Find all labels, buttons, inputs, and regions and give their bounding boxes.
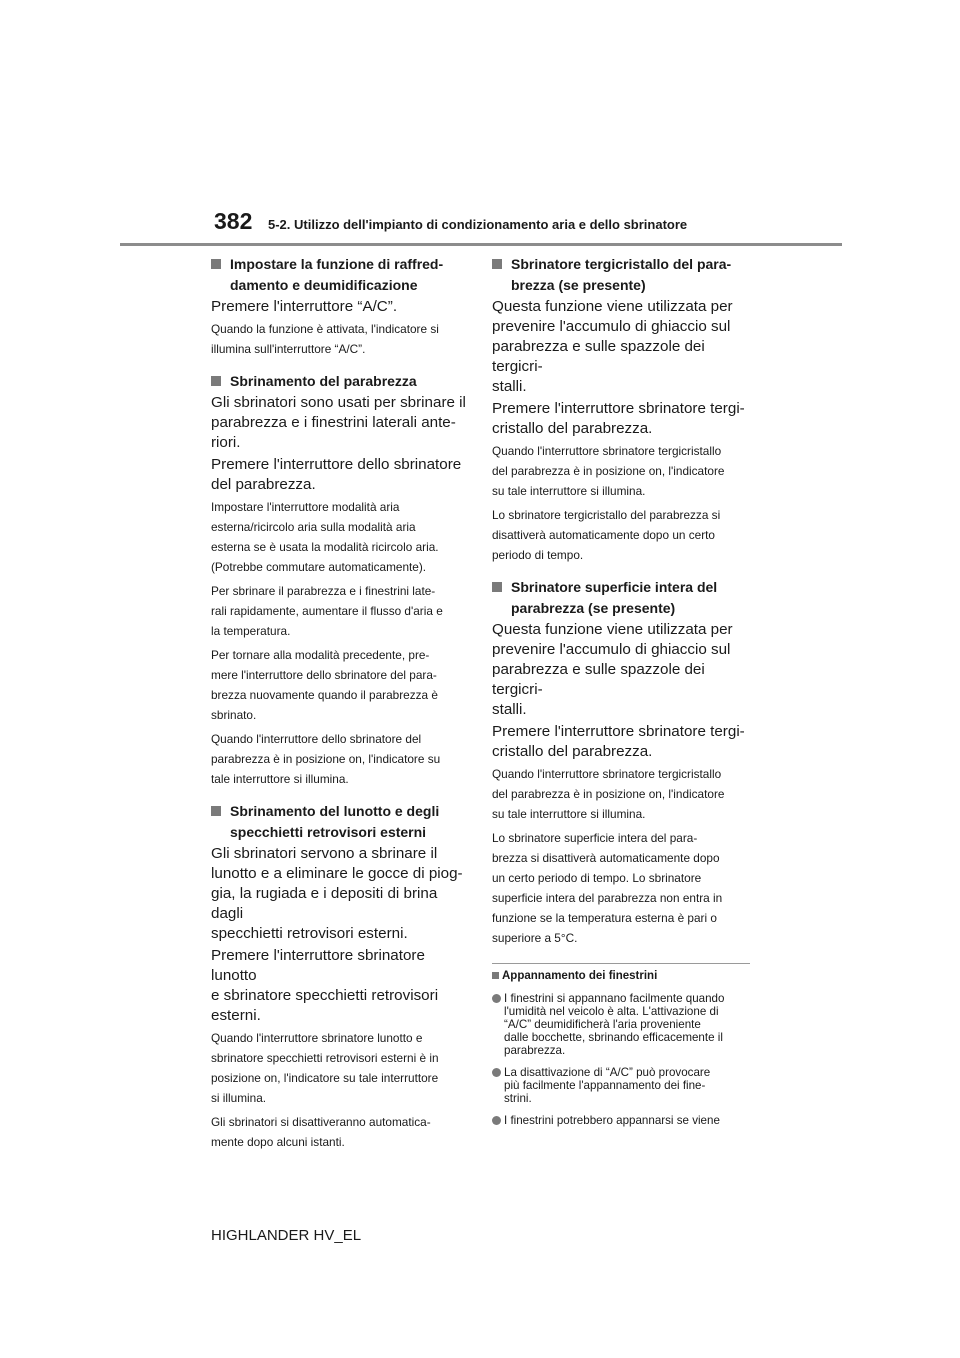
note-paragraph xyxy=(492,505,750,565)
section-heading xyxy=(211,254,469,296)
text-line: Sbrinatore tergicristallo del para- xyxy=(511,256,732,272)
text-line: Questa funzione viene utilizzata per xyxy=(492,621,733,638)
text-line: tale interruttore si illumina. xyxy=(211,772,349,786)
text-line: dalle bocchette, sbrinando efficacemente il xyxy=(504,1031,723,1044)
body-paragraph xyxy=(211,393,469,453)
text-line: Sbrinatore superficie intera del xyxy=(511,579,718,595)
section-gap xyxy=(211,363,469,371)
text-line: Questa funzione viene utilizzata per xyxy=(492,298,733,315)
header-rule xyxy=(120,243,842,246)
text-line: parabrezza. xyxy=(504,1044,566,1057)
text-line: Impostare l'interruttore modalità aria xyxy=(211,500,400,514)
text-line: Per sbrinare il parabrezza e i finestrini late- xyxy=(211,584,436,598)
section-gap xyxy=(211,793,469,801)
text-line: Premere l'interruttore sbrinatore tergi- xyxy=(492,400,745,417)
text-line: posizione on, l'indicatore su tale interruttore xyxy=(211,1071,439,1085)
section-heading xyxy=(211,371,469,392)
text-line: esterna se è usata la modalità ricircolo aria. xyxy=(211,540,439,554)
text-line: parabrezza e sulle spazzole dei tergicri- xyxy=(492,338,705,375)
text-line: parabrezza (se presente) xyxy=(511,600,676,616)
text-line: cristallo del parabrezza. xyxy=(492,743,653,760)
text-line: Quando l'interruttore dello sbrinatore del xyxy=(211,732,422,746)
note-paragraph xyxy=(211,729,469,789)
info-bullet xyxy=(492,1114,750,1127)
text-line: Premere l'interruttore sbrinatore tergi- xyxy=(492,723,745,740)
round-bullet-icon xyxy=(492,1068,501,1077)
left-column xyxy=(211,254,469,1156)
body-paragraph xyxy=(492,297,750,397)
body-paragraph xyxy=(492,620,750,720)
body-paragraph xyxy=(492,399,750,439)
text-line: (Potrebbe commutare automaticamente). xyxy=(211,560,427,574)
body-paragraph xyxy=(211,946,469,1026)
note-paragraph xyxy=(211,497,469,577)
text-line: prevenire l'accumulo di ghiaccio sul xyxy=(492,318,731,335)
text-line: Gli sbrinatori si disattiveranno automatica- xyxy=(211,1115,431,1129)
body-paragraph xyxy=(211,455,469,495)
text-line: illumina sull'interruttore “A/C”. xyxy=(211,342,366,356)
info-bullet xyxy=(492,1066,750,1105)
text-line: del parabrezza è in posizione on, l'indicatore xyxy=(492,787,725,801)
text-line: cristallo del parabrezza. xyxy=(492,420,653,437)
info-heading-text: Appannamento dei finestrini xyxy=(502,970,658,982)
text-line: Quando la funzione è attivata, l'indicatore si xyxy=(211,322,439,336)
text-line: disattiverà automaticamente dopo un certo xyxy=(492,528,715,542)
text-line: Sbrinamento del parabrezza xyxy=(230,373,417,389)
note-paragraph xyxy=(211,1028,469,1108)
text-line: Premere l'interruttore sbrinatore lunotto xyxy=(211,947,425,984)
section-heading-text xyxy=(511,256,731,293)
text-line: esterna/ricircolo aria sulla modalità aria xyxy=(211,520,416,534)
text-line: funzione se la temperatura esterna è pari o xyxy=(492,911,717,925)
text-line: esterni. xyxy=(211,1007,261,1024)
text-line: brezza nuovamente quando il parabrezza è xyxy=(211,688,438,702)
square-bullet-icon xyxy=(492,582,502,592)
text-line: e sbrinatore specchietti retrovisori xyxy=(211,987,439,1004)
text-line: specchietti retrovisori esterni. xyxy=(211,925,408,942)
text-line: Quando l'interruttore sbrinatore tergicristallo xyxy=(492,444,722,458)
section-heading xyxy=(492,254,750,296)
text-line: Quando l'interruttore sbrinatore lunotto e xyxy=(211,1031,423,1045)
text-line: la temperatura. xyxy=(211,624,291,638)
text-line: Lo sbrinatore superficie intera del para- xyxy=(492,831,698,845)
section-heading xyxy=(492,577,750,619)
note-paragraph xyxy=(492,828,750,948)
text-line: parabrezza e i finestrini laterali ante- xyxy=(211,414,456,431)
text-line: damento e deumidificazione xyxy=(230,277,418,293)
section-heading-text xyxy=(230,803,439,840)
text-line: del parabrezza è in posizione on, l'indicatore xyxy=(492,464,725,478)
text-line: gia, la rugiada e i depositi di brina dagli xyxy=(211,885,438,922)
body-paragraph xyxy=(492,722,750,762)
note-paragraph xyxy=(492,764,750,824)
text-line: superiore a 5°C. xyxy=(492,931,578,945)
square-bullet-icon xyxy=(492,972,499,979)
info-rule xyxy=(492,963,750,964)
section-gap xyxy=(492,569,750,577)
text-line: sbrinato. xyxy=(211,708,257,722)
right-column xyxy=(492,254,750,1127)
info-bullet-text xyxy=(504,1066,710,1105)
body-paragraph xyxy=(211,297,469,317)
footer-model: HIGHLANDER HV_EL xyxy=(211,1227,362,1244)
info-bullet xyxy=(492,992,750,1057)
square-bullet-icon xyxy=(492,259,502,269)
text-line: periodo di tempo. xyxy=(492,548,584,562)
text-line: lunotto e a eliminare le gocce di piog- xyxy=(211,865,463,882)
info-bullet-text xyxy=(504,992,724,1057)
text-line: Per tornare alla modalità precedente, pre- xyxy=(211,648,430,662)
text-line: Quando l'interruttore sbrinatore tergicristallo xyxy=(492,767,722,781)
text-line: rali rapidamente, aumentare il flusso d'aria e xyxy=(211,604,443,618)
text-line: superficie intera del parabrezza non entra in xyxy=(492,891,723,905)
text-line: su tale interruttore si illumina. xyxy=(492,484,646,498)
text-line: mente dopo alcuni istanti. xyxy=(211,1135,345,1149)
info-heading xyxy=(492,969,750,983)
text-line: strini. xyxy=(504,1092,532,1105)
round-bullet-icon xyxy=(492,994,501,1003)
square-bullet-icon xyxy=(211,259,221,269)
text-line: Gli sbrinatori sono usati per sbrinare il xyxy=(211,394,466,411)
text-line: Premere l'interruttore dello sbrinatore xyxy=(211,456,462,473)
note-paragraph xyxy=(211,1112,469,1152)
text-line: Sbrinamento del lunotto e degli xyxy=(230,803,440,819)
section-heading xyxy=(211,801,469,843)
text-line: parabrezza e sulle spazzole dei tergicri- xyxy=(492,661,705,698)
note-paragraph xyxy=(211,319,469,359)
text-line: Impostare la funzione di raffred- xyxy=(230,256,444,272)
text-line: prevenire l'accumulo di ghiaccio sul xyxy=(492,641,731,658)
text-line: del parabrezza. xyxy=(211,476,316,493)
text-line: I finestrini si appannano facilmente quando xyxy=(504,992,725,1005)
text-line: sbrinatore specchietti retrovisori esterni è in xyxy=(211,1051,439,1065)
text-line: specchietti retrovisori esterni xyxy=(230,824,427,840)
text-line: l'umidità nel veicolo è alta. L'attivazione di xyxy=(504,1005,719,1018)
running-header-title: 5-2. Utilizzo dell'impianto di condizionamento aria e dello sbrinatore xyxy=(268,217,688,232)
note-paragraph xyxy=(211,581,469,641)
text-line: I finestrini potrebbero appannarsi se viene xyxy=(504,1114,720,1127)
text-line: si illumina. xyxy=(211,1091,267,1105)
info-bullet-text xyxy=(504,1114,720,1127)
text-line: Premere l'interruttore “A/C”. xyxy=(211,298,398,315)
section-heading-text xyxy=(511,579,717,616)
note-paragraph xyxy=(492,441,750,501)
text-line: Gli sbrinatori servono a sbrinare il xyxy=(211,845,438,862)
text-line: più facilmente l'appannamento dei fine- xyxy=(504,1079,706,1092)
text-line: Lo sbrinatore tergicristallo del parabrezza si xyxy=(492,508,721,522)
round-bullet-icon xyxy=(492,1116,501,1125)
text-line: un certo periodo di tempo. Lo sbrinatore xyxy=(492,871,702,885)
text-line: brezza (se presente) xyxy=(511,277,646,293)
square-bullet-icon xyxy=(211,376,221,386)
text-line: La disattivazione di “A/C” può provocare xyxy=(504,1066,711,1079)
square-bullet-icon xyxy=(211,806,221,816)
text-line: su tale interruttore si illumina. xyxy=(492,807,646,821)
text-line: stalli. xyxy=(492,701,527,718)
section-heading-text xyxy=(230,256,443,293)
text-line: brezza si disattiverà automaticamente dopo xyxy=(492,851,720,865)
note-paragraph xyxy=(211,645,469,725)
text-line: parabrezza è in posizione on, l'indicatore su xyxy=(211,752,441,766)
page-number: 382 xyxy=(214,208,253,234)
text-line: “A/C” deumidificherà l'aria proveniente xyxy=(504,1018,701,1031)
section-heading-text xyxy=(230,373,417,389)
text-line: riori. xyxy=(211,434,241,451)
text-line: stalli. xyxy=(492,378,527,395)
text-line: mere l'interruttore dello sbrinatore del para- xyxy=(211,668,437,682)
body-paragraph xyxy=(211,844,469,944)
